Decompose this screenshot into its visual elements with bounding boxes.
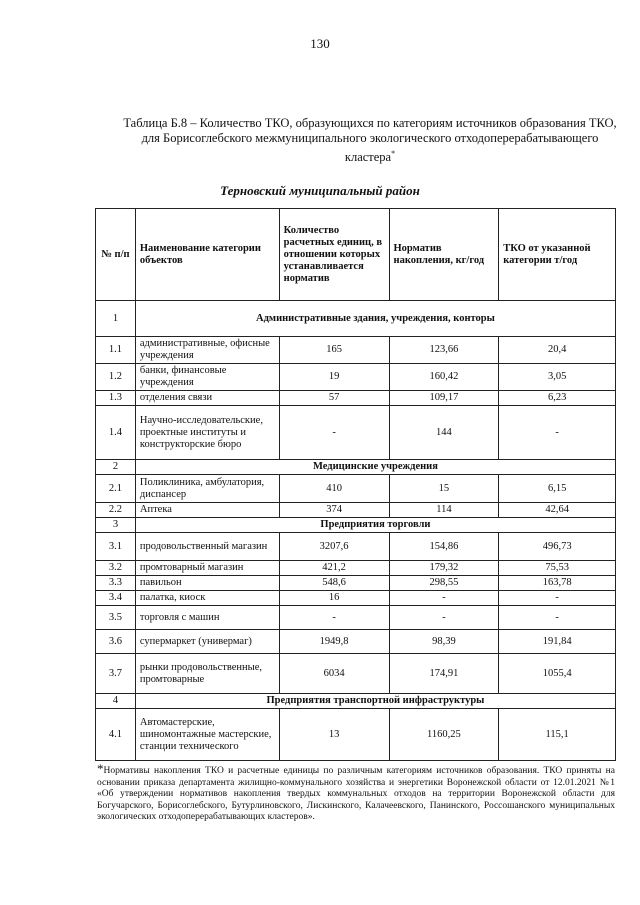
header-units: Количество расчетных единиц, в отношении которых устанавливается норматив	[279, 209, 389, 301]
row-norm: 298,55	[389, 576, 499, 591]
row-norm: 144	[389, 406, 499, 460]
section-row	[96, 694, 616, 709]
row-num: 1.1	[96, 337, 136, 364]
row-name: промтоварный магазин	[135, 561, 279, 576]
section-row	[96, 518, 616, 533]
table-row	[96, 576, 616, 591]
row-tko: 191,84	[499, 630, 616, 654]
table-row	[96, 503, 616, 518]
row-units: 410	[279, 475, 389, 503]
row-num: 3.6	[96, 630, 136, 654]
row-tko: 20,4	[499, 337, 616, 364]
section-num: 1	[96, 301, 136, 337]
row-tko: 6,15	[499, 475, 616, 503]
section-title: Предприятия транспортной инфраструктуры	[135, 694, 615, 709]
section-row	[96, 460, 616, 475]
row-tko: 163,78	[499, 576, 616, 591]
row-norm: 1160,25	[389, 709, 499, 761]
table-row	[96, 654, 616, 694]
section-num: 4	[96, 694, 136, 709]
row-units: 6034	[279, 654, 389, 694]
row-name: продовольственный магазин	[135, 533, 279, 561]
row-norm: -	[389, 591, 499, 606]
caption-footnote-mark: *	[391, 149, 396, 158]
row-name: Научно-исследовательские, проектные институты и конструкторские бюро	[135, 406, 279, 460]
row-tko: 496,73	[499, 533, 616, 561]
section-row	[96, 301, 616, 337]
row-tko: 42,64	[499, 503, 616, 518]
table-row	[96, 337, 616, 364]
row-name: банки, финансовые учреждения	[135, 364, 279, 391]
row-name: павильон	[135, 576, 279, 591]
table-header-row	[96, 209, 616, 301]
row-tko: -	[499, 606, 616, 630]
page-number: 130	[310, 36, 330, 51]
section-num: 3	[96, 518, 136, 533]
table-row	[96, 364, 616, 391]
row-num: 3.5	[96, 606, 136, 630]
row-num: 1.4	[96, 406, 136, 460]
row-units: 421,2	[279, 561, 389, 576]
footnote-mark: *	[97, 761, 104, 776]
row-norm: 98,39	[389, 630, 499, 654]
tko-table	[95, 208, 616, 761]
row-units: -	[279, 606, 389, 630]
row-num: 3.3	[96, 576, 136, 591]
row-units: 3207,6	[279, 533, 389, 561]
row-num: 1.2	[96, 364, 136, 391]
row-norm: 174,91	[389, 654, 499, 694]
row-tko: -	[499, 406, 616, 460]
header-tko: ТКО от указанной категории т/год	[499, 209, 616, 301]
table-row	[96, 533, 616, 561]
section-title: Медицинские учреждения	[135, 460, 615, 475]
row-units: 548,6	[279, 576, 389, 591]
row-name: торговля с машин	[135, 606, 279, 630]
table-caption	[120, 116, 620, 165]
footnote-text: Нормативы накопления ТКО и расчетные единицы по различным категориям источников образования. ТКО приняты на основании приказа департамента жилищно-коммунального хозяйства и энергетики Воронежской области от 12.01.2021 №1 «Об утверждении нормативов накопления твердых коммунальных отходов на территории Воронежской области для Богучарского, Борисоглебского, Бутурлиновского, Лискинского, Калачеевского, Панинского, Россошанского муниципальных экологических отходоперерабатывающих кластеров».	[97, 766, 615, 822]
row-num: 3.7	[96, 654, 136, 694]
district-title: Терновский муниципальный район	[220, 183, 420, 198]
table-row	[96, 591, 616, 606]
row-norm: -	[389, 606, 499, 630]
row-units: 19	[279, 364, 389, 391]
row-name: Аптека	[135, 503, 279, 518]
row-name: Автомастерские, шиномонтажные мастерские, станции технического	[135, 709, 279, 761]
row-name: супермаркет (универмаг)	[135, 630, 279, 654]
row-num: 2.2	[96, 503, 136, 518]
row-num: 3.4	[96, 591, 136, 606]
footnote	[97, 763, 615, 824]
row-norm: 160,42	[389, 364, 499, 391]
row-units: 374	[279, 503, 389, 518]
caption-text: Таблица Б.8 – Количество ТКО, образующихся по категориям источников образования ТКО, для Борисоглебского межмуниципального экологического отходоперерабатывающего кластера	[123, 116, 617, 165]
row-units: 1949,8	[279, 630, 389, 654]
row-num: 2.1	[96, 475, 136, 503]
table-row	[96, 561, 616, 576]
table-row	[96, 709, 616, 761]
row-units: 16	[279, 591, 389, 606]
table-row	[96, 606, 616, 630]
table-row	[96, 630, 616, 654]
row-num: 3.1	[96, 533, 136, 561]
row-name: административные, офисные учреждения	[135, 337, 279, 364]
table-row	[96, 391, 616, 406]
row-tko: 115,1	[499, 709, 616, 761]
row-norm: 109,17	[389, 391, 499, 406]
row-norm: 114	[389, 503, 499, 518]
row-units: 13	[279, 709, 389, 761]
row-units: 165	[279, 337, 389, 364]
section-title: Предприятия торговли	[135, 518, 615, 533]
header-norm: Норматив накопления, кг/год	[389, 209, 499, 301]
section-num: 2	[96, 460, 136, 475]
row-tko: 75,53	[499, 561, 616, 576]
row-norm: 15	[389, 475, 499, 503]
row-norm: 154,86	[389, 533, 499, 561]
row-name: Поликлиника, амбулатория, диспансер	[135, 475, 279, 503]
row-tko: 1055,4	[499, 654, 616, 694]
row-norm: 123,66	[389, 337, 499, 364]
table-row	[96, 475, 616, 503]
header-num: № п/п	[96, 209, 136, 301]
row-norm: 179,32	[389, 561, 499, 576]
row-tko: 3,05	[499, 364, 616, 391]
row-num: 3.2	[96, 561, 136, 576]
row-units: -	[279, 406, 389, 460]
row-name: палатка, киоск	[135, 591, 279, 606]
row-num: 4.1	[96, 709, 136, 761]
table-row	[96, 406, 616, 460]
row-name: отделения связи	[135, 391, 279, 406]
row-name: рынки продовольственные, промтоварные	[135, 654, 279, 694]
row-num: 1.3	[96, 391, 136, 406]
row-tko: 6,23	[499, 391, 616, 406]
section-title: Административные здания, учреждения, конторы	[135, 301, 615, 337]
row-units: 57	[279, 391, 389, 406]
row-tko: -	[499, 591, 616, 606]
header-name: Наименование категории объектов	[135, 209, 279, 301]
